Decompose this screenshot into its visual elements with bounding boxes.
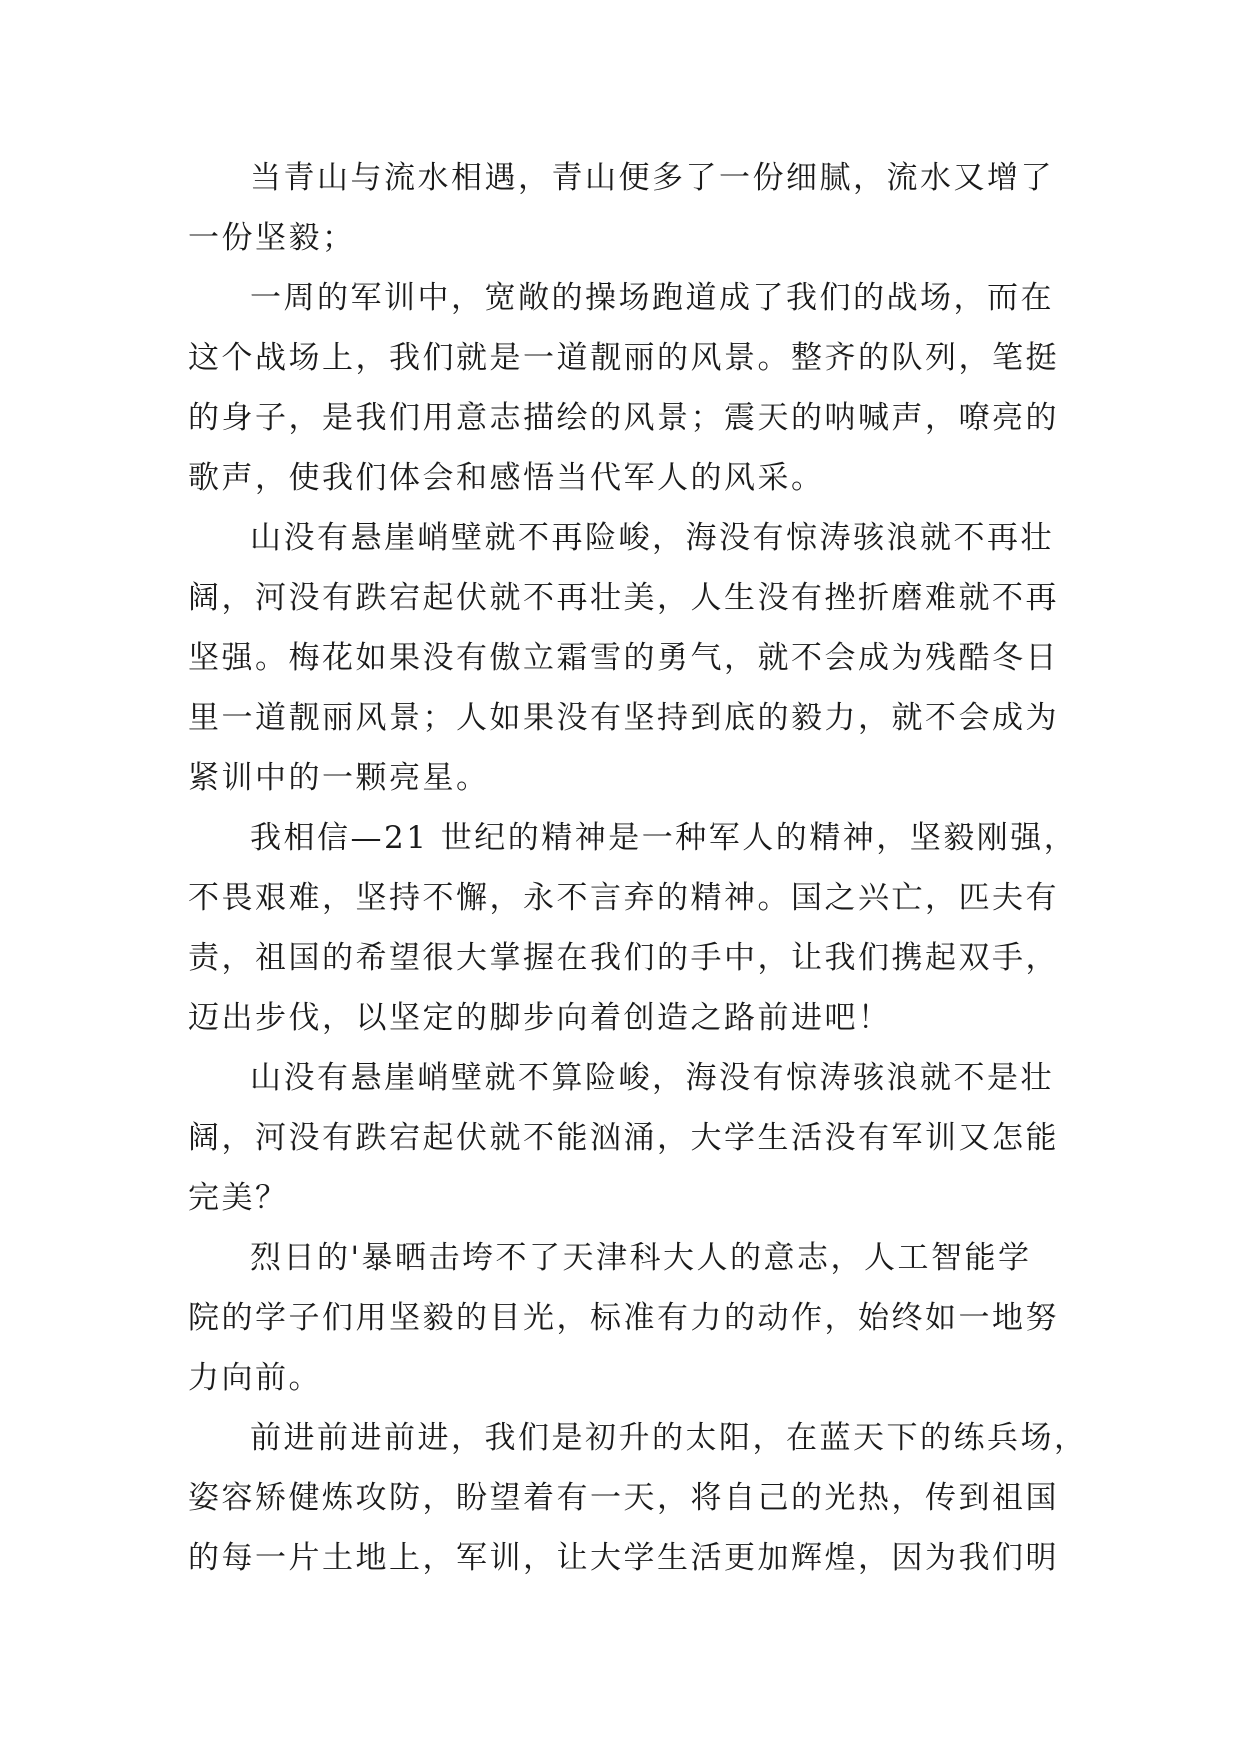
paragraph-4-line-2: 不畏艰难，坚持不懈，永不言弃的精神。国之兴亡，匹夫有	[188, 880, 1059, 916]
paragraph-3-line-1: 山没有悬崖峭壁就不再险峻，海没有惊涛骇浪就不再壮	[250, 520, 1054, 556]
paragraph-5-line-2: 阔，河没有跌宕起伏就不能汹涌，大学生活没有军训又怎能	[188, 1120, 1059, 1156]
paragraph-2-line-3: 的身子，是我们用意志描绘的风景；震天的呐喊声，嘹亮的	[188, 400, 1059, 436]
paragraph-2-line-2: 这个战场上，我们就是一道靓丽的风景。整齐的队列，笔挺	[188, 340, 1059, 376]
paragraph-6-line-3: 力向前。	[188, 1360, 322, 1396]
paragraph-5-line-3: 完美？	[188, 1180, 289, 1216]
paragraph-1-line-2: 一份坚毅；	[188, 220, 356, 256]
paragraph-7-line-2: 姿容矫健炼攻防，盼望着有一天，将自己的光热，传到祖国	[188, 1480, 1059, 1516]
paragraph-3-line-3: 坚强。梅花如果没有傲立霜雪的勇气，就不会成为残酷冬日	[188, 640, 1059, 676]
paragraph-6-line-2: 院的学子们用坚毅的目光，标准有力的动作，始终如一地努	[188, 1300, 1059, 1336]
paragraph-7-line-3: 的每一片土地上，军训，让大学生活更加辉煌，因为我们明	[188, 1540, 1059, 1576]
paragraph-3-line-2: 阔，河没有跌宕起伏就不再壮美，人生没有挫折磨难就不再	[188, 580, 1059, 616]
paragraph-4-line-3: 责，祖国的希望很大掌握在我们的手中，让我们携起双手，	[188, 940, 1059, 976]
paragraph-5-line-1: 山没有悬崖峭壁就不算险峻，海没有惊涛骇浪就不是壮	[250, 1060, 1054, 1096]
paragraph-2-line-1: 一周的军训中，宽敞的操场跑道成了我们的战场，而在	[250, 280, 1054, 316]
paragraph-3-line-4: 里一道靓丽风景；人如果没有坚持到底的毅力，就不会成为	[188, 700, 1059, 736]
paragraph-1-line-1: 当青山与流水相遇，青山便多了一份细腻，流水又增了	[250, 160, 1054, 196]
paragraph-7-line-1: 前进前进前进，我们是初升的太阳，在蓝天下的练兵场，	[250, 1420, 1088, 1456]
paragraph-3-line-5: 紧训中的一颗亮星。	[188, 760, 490, 796]
paragraph-4-line-4: 迈出步伐，以坚定的脚步向着创造之路前进吧！	[188, 1000, 892, 1036]
paragraph-6-line-1: 烈日的'暴晒击垮不了天津科大人的意志，人工智能学	[250, 1240, 1032, 1276]
paragraph-2-line-4: 歌声，使我们体会和感悟当代军人的风采。	[188, 460, 825, 496]
paragraph-4-line-1: 我相信—21 世纪的精神是一种军人的精神，坚毅刚强，	[250, 820, 1078, 856]
